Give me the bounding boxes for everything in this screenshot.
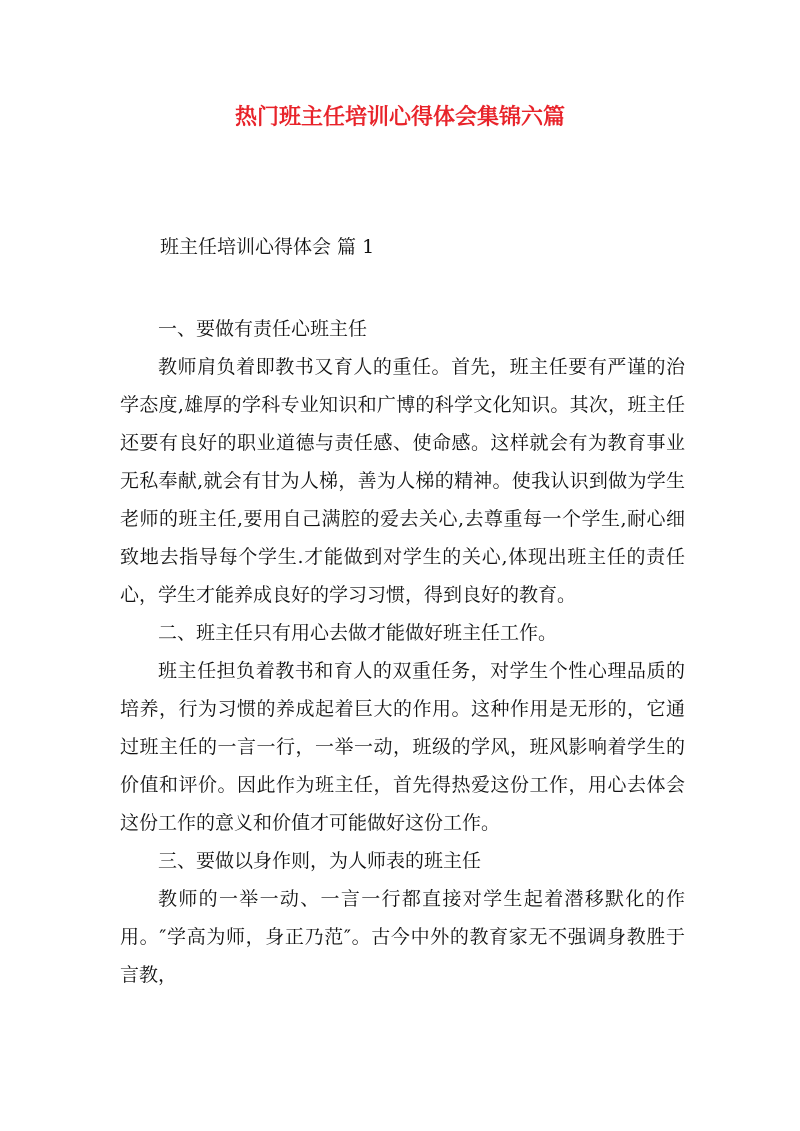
section-heading: 班主任培训心得体会 篇 1 — [160, 236, 375, 258]
paragraph-role-model: 教师的一举一动、一言一行都直接对学生起着潜移默化的作用。″学高为师，身正乃范″。古今中外的教育家无不强调身教胜于言教， — [120, 888, 685, 986]
heading-role-model: 三、要做以身作则，为人师表的班主任 — [158, 850, 482, 872]
document-title: 热门班主任培训心得体会集锦六篇 — [234, 104, 565, 130]
paragraph-dedication: 班主任担负着教书和育人的双重任务，对学生个性心理品质的培养，行为习惯的养成起着巨大的作用。这种作用是无形的，它通过班主任的一言一行，一举一动，班级的学风，班风影响着学生的价值和评价。因此作为班主任，首先得热爱这份工作，用心去体会这份工作的意义和价值才可能做好这份工作。 — [120, 660, 685, 834]
paragraph-responsibility: 教师肩负着即教书又育人的重任。首先，班主任要有严谨的治学态度,雄厚的学科专业知识和广博的科学文化知识。其次，班主任还要有良好的职业道德与责任感、使命感。这样就会有为教育事业无私奉献,就会有甘为人梯，善为人梯的精神。使我认识到做为学生老师的班主任,要用自己满腔的爱去关心,去尊重每一个学生,耐心细致地去指导每个学生.才能做到对学生的关心,体现出班主任的责任心，学生才能养成良好的学习习惯，得到良好的教育。 — [120, 356, 685, 606]
body-text — [120, 310, 685, 994]
heading-dedication: 二、班主任只有用心去做才能做好班主任工作。 — [158, 622, 558, 644]
heading-responsibility: 一、要做有责任心班主任 — [158, 318, 368, 340]
